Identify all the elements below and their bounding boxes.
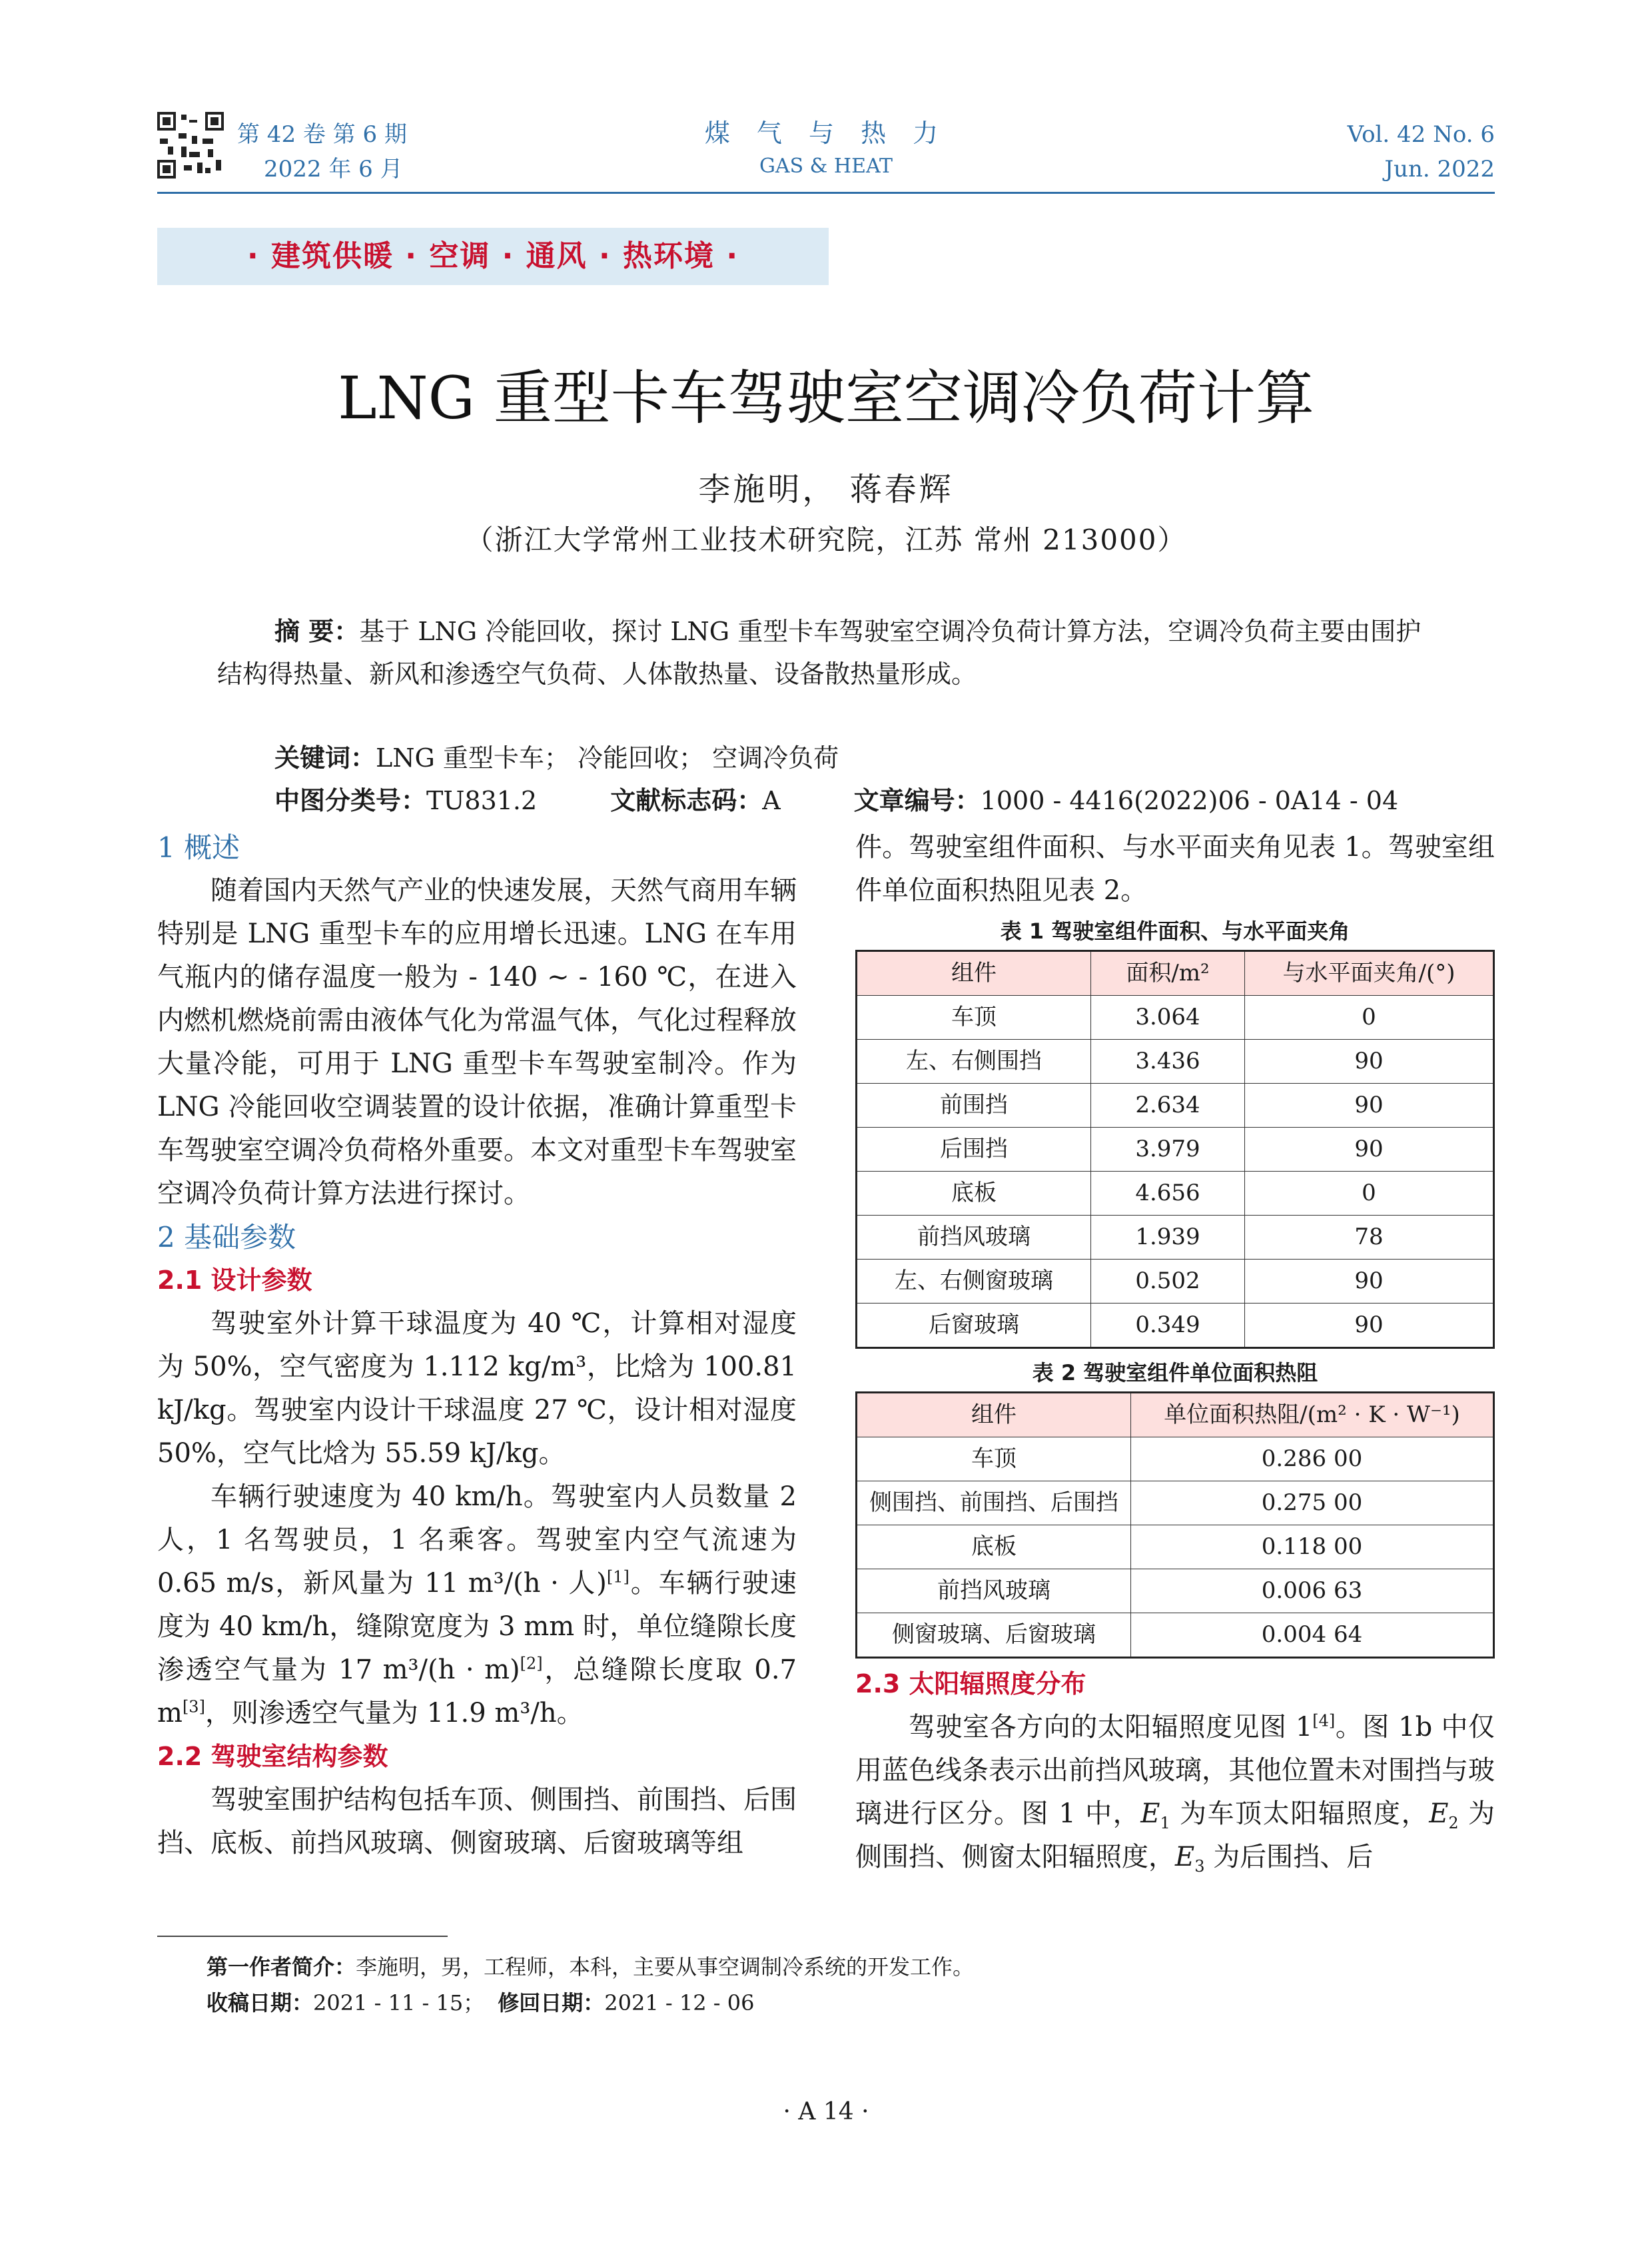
authors: 李施明， 蒋春辉: [698, 471, 954, 508]
table-row: [857, 1437, 1494, 1481]
section-banner: · 建筑供暖 · 空调 · 通风 · 热环境 ·: [157, 228, 829, 285]
header-date-en: Jun. 2022: [1384, 156, 1495, 183]
clc-value: TU831.2: [426, 786, 538, 815]
keywords-text: LNG 重型卡车； 冷能回收； 空调冷负荷: [376, 743, 839, 773]
table-cell: 0: [1245, 996, 1494, 1040]
header-divider: [157, 192, 1495, 194]
table-cell: 后围挡: [857, 1128, 1091, 1172]
abstract-text: 基于 LNG 冷能回收，探讨 LNG 重型卡车驾驶室空调冷负荷计算方法，空调冷负荷主要由围护结构得热量、新风和渗透空气负荷、人体散热量、设备散热量形成。: [217, 617, 1422, 689]
section-2-2-heading: 2.2 驾驶室结构参数: [157, 1742, 388, 1771]
header-date-cn: 2022 年 6 月: [264, 156, 403, 183]
header-volume-block: [237, 117, 407, 187]
paper-meta: [274, 737, 1473, 822]
table-row: [857, 1525, 1494, 1569]
text-run: 为车顶太阳辐照度，: [1170, 1798, 1430, 1829]
table-row: [857, 1040, 1494, 1084]
table-2: [855, 1391, 1495, 1659]
footnote: [206, 1949, 974, 2021]
citation-3[interactable]: [3]: [182, 1697, 205, 1716]
table-1-header-cell: 面积/m²: [1091, 951, 1245, 996]
table-cell: 3.436: [1091, 1040, 1245, 1084]
classification-row: [274, 779, 1473, 822]
received-date: 2021 - 11 - 15；: [313, 1990, 485, 2016]
doc-code-label: 文献标志码：: [610, 786, 763, 815]
table-2-header-cell: 单位面积热阻/(m² · K · W⁻¹): [1131, 1393, 1494, 1437]
section-2-1-paragraph-2: [157, 1475, 797, 1735]
table-row: [857, 1613, 1494, 1658]
clc-label: 中图分类号：: [274, 786, 427, 815]
left-column: [157, 826, 797, 1865]
affiliation: （浙江大学常州工业技术研究院，江苏 常州 213000）: [465, 524, 1187, 556]
header-volume-issue-en: Vol. 42 No. 6: [1347, 121, 1495, 148]
footnote-divider: [157, 1936, 448, 1937]
table-row: [857, 1304, 1494, 1348]
table-cell: 90: [1245, 1260, 1494, 1304]
keywords-row: [274, 737, 1473, 779]
section-2-1-heading: 2.1 设计参数: [157, 1266, 312, 1295]
table-1-caption: 表 1 驾驶室组件面积、与水平面夹角: [1000, 919, 1350, 944]
table-cell: 90: [1245, 1084, 1494, 1128]
section-2-3-paragraph: [855, 1706, 1495, 1879]
section-2-3-heading: 2.3 太阳辐照度分布: [855, 1669, 1086, 1698]
page-number: · A 14 ·: [783, 2098, 869, 2125]
text-run: 车辆行驶速度为 40 km/h。驾驶室内人员数量 2 人，1 名驾驶员，1 名乘客。驾驶室内空气流速为 0.65 m/s，新风量为 11 m³/(h · 人): [157, 1481, 797, 1599]
abstract-label: 摘 要：: [274, 617, 360, 646]
author-bio-label: 第一作者简介：: [206, 1954, 356, 1980]
text-run: 。车辆行驶速度为 40 km/h，缝隙宽度为 3 mm 时，单位缝隙长度渗透空气量为 17 m³/(h · m): [157, 1568, 797, 1685]
table-1: [855, 950, 1495, 1349]
symbol-e1: E: [1140, 1798, 1160, 1829]
table-1-header-cell: 组件: [857, 951, 1091, 996]
symbol-e3-subscript: 3: [1194, 1857, 1205, 1876]
table-row: [857, 1569, 1494, 1613]
table-cell: 1.939: [1091, 1216, 1245, 1260]
abstract: [217, 610, 1438, 695]
citation-2[interactable]: [2]: [520, 1654, 543, 1673]
table-cell: 前围挡: [857, 1084, 1091, 1128]
section-1-heading: 1 概述: [157, 831, 240, 864]
section-2-2-paragraph: 驾驶室围护结构包括车顶、侧围挡、前围挡、后围挡、底板、前挡风玻璃、侧窗玻璃、后窗玻璃等组: [157, 1784, 797, 1858]
table-2-header-row: [857, 1393, 1494, 1437]
table-1-header-cell: 与水平面夹角/(°): [1245, 951, 1494, 996]
table-cell: 90: [1245, 1040, 1494, 1084]
symbol-e2: E: [1429, 1798, 1449, 1829]
table-cell: 3.064: [1091, 996, 1245, 1040]
text-run: 驾驶室各方向的太阳辐照度见图 1: [909, 1712, 1313, 1742]
doc-code-value: A: [762, 786, 781, 815]
citation-4[interactable]: [4]: [1312, 1711, 1336, 1730]
table-cell: 3.979: [1091, 1128, 1245, 1172]
table-cell: 0.275 00: [1131, 1481, 1494, 1525]
author-bio: [206, 1949, 974, 1985]
dates: [206, 1985, 974, 2021]
table-cell: 0.004 64: [1131, 1613, 1494, 1658]
table-row: [857, 996, 1494, 1040]
paper-title: LNG 重型卡车驾驶室空调冷负荷计算: [338, 364, 1314, 432]
received-label: 收稿日期：: [206, 1990, 314, 2016]
table-row: [857, 1481, 1494, 1525]
section-1-paragraph: 随着国内天然气产业的快速发展，天然气商用车辆特别是 LNG 重型卡车的应用增长迅速。LNG 在车用气瓶内的储存温度一般为 - 140 ~ - 160 ℃，在进入内燃机燃烧前需由液体气化为常温气体，气化过程释放大量冷能，可用于 LNG 重型卡车驾驶室制冷。作为 LNG 冷能回收空调装置的设计依据，准确计算重型卡车驾驶室空调冷负荷格外重要。本文对重型卡车驾驶室空调冷负荷计算方法进行探讨。: [157, 875, 797, 1209]
revised-date: 2021 - 12 - 06: [604, 1990, 755, 2016]
revised-label: 修回日期：: [498, 1990, 605, 2016]
table-cell: 0.502: [1091, 1260, 1245, 1304]
table-row: [857, 1128, 1494, 1172]
section-2-1-paragraph-1: 驾驶室外计算干球温度为 40 ℃，计算相对湿度为 50%，空气密度为 1.112 kg/m³，比焓为 100.81 kJ/kg。驾驶室内设计干球温度 27 ℃，设计相对湿度 50%，空气比焓为 55.59 kJ/kg。: [157, 1308, 797, 1469]
table-2-header-cell: 组件: [857, 1393, 1131, 1437]
keywords-label: 关键词：: [274, 743, 376, 773]
table-cell: 0.286 00: [1131, 1437, 1494, 1481]
table-cell: 左、右侧围挡: [857, 1040, 1091, 1084]
table-row: [857, 1084, 1494, 1128]
table-cell: 前挡风玻璃: [857, 1216, 1091, 1260]
symbol-e1-subscript: 1: [1160, 1814, 1170, 1832]
table-cell: 侧围挡、前围挡、后围挡: [857, 1481, 1131, 1525]
symbol-e2-subscript: 2: [1448, 1814, 1459, 1832]
table-cell: 0.349: [1091, 1304, 1245, 1348]
journal-name-cn: 煤 气 与 热 力: [704, 119, 948, 148]
text-run: ，总缝隙长度取 0.7 m: [157, 1655, 797, 1728]
section-2-heading: 2 基础参数: [157, 1221, 296, 1254]
text-run: 。图 1b 中仅用蓝色线条表示出前挡风玻璃，其他位置未对围挡与玻璃进行区分。图 1 中，: [855, 1712, 1495, 1829]
table-cell: 左、右侧窗玻璃: [857, 1260, 1091, 1304]
table-1-header-row: [857, 951, 1494, 996]
text-run: ，则渗透空气量为 11.9 m³/h。: [205, 1698, 584, 1728]
citation-1[interactable]: [1]: [606, 1567, 629, 1587]
article-number-value: 1000 - 4416(2022)06 - 0A14 - 04: [980, 786, 1399, 815]
right-column: [855, 826, 1495, 1879]
table-cell: 90: [1245, 1304, 1494, 1348]
table-cell: 后窗玻璃: [857, 1304, 1091, 1348]
table-cell: 0.118 00: [1131, 1525, 1494, 1569]
journal-name-en: GAS & HEAT: [759, 155, 893, 178]
table-2-caption: 表 2 驾驶室组件单位面积热阻: [1032, 1360, 1318, 1385]
table-row: [857, 1172, 1494, 1216]
table-cell: 底板: [857, 1525, 1131, 1569]
table-cell: 0.006 63: [1131, 1569, 1494, 1613]
header-volume-en-block: [1348, 117, 1495, 187]
table-cell: 车顶: [857, 1437, 1131, 1481]
qr-code-icon: [157, 112, 224, 179]
author-bio-text: 李施明，男，工程师，本科，主要从事空调制冷系统的开发工作。: [356, 1954, 975, 1980]
table-row: [857, 1216, 1494, 1260]
table-cell: 2.634: [1091, 1084, 1245, 1128]
text-run: 为后围挡、后: [1204, 1842, 1374, 1872]
table-cell: 侧窗玻璃、后窗玻璃: [857, 1613, 1131, 1658]
text-run: 为侧围挡、侧窗太阳辐照度，: [855, 1798, 1495, 1872]
article-number-label: 文章编号：: [853, 786, 981, 815]
table-cell: 底板: [857, 1172, 1091, 1216]
symbol-e3: E: [1175, 1842, 1195, 1872]
table-cell: 前挡风玻璃: [857, 1569, 1131, 1613]
journal-name-block: [693, 115, 959, 181]
section-2-2-paragraph-continued: 件。驾驶室组件面积、与水平面夹角见表 1。驾驶室组件单位面积热阻见表 2。: [855, 832, 1495, 906]
table-cell: 4.656: [1091, 1172, 1245, 1216]
table-cell: 78: [1245, 1216, 1494, 1260]
header-volume-issue-cn: 第 42 卷 第 6 期: [237, 121, 407, 148]
table-row: [857, 1260, 1494, 1304]
table-cell: 0: [1245, 1172, 1494, 1216]
table-cell: 车顶: [857, 996, 1091, 1040]
table-cell: 90: [1245, 1128, 1494, 1172]
